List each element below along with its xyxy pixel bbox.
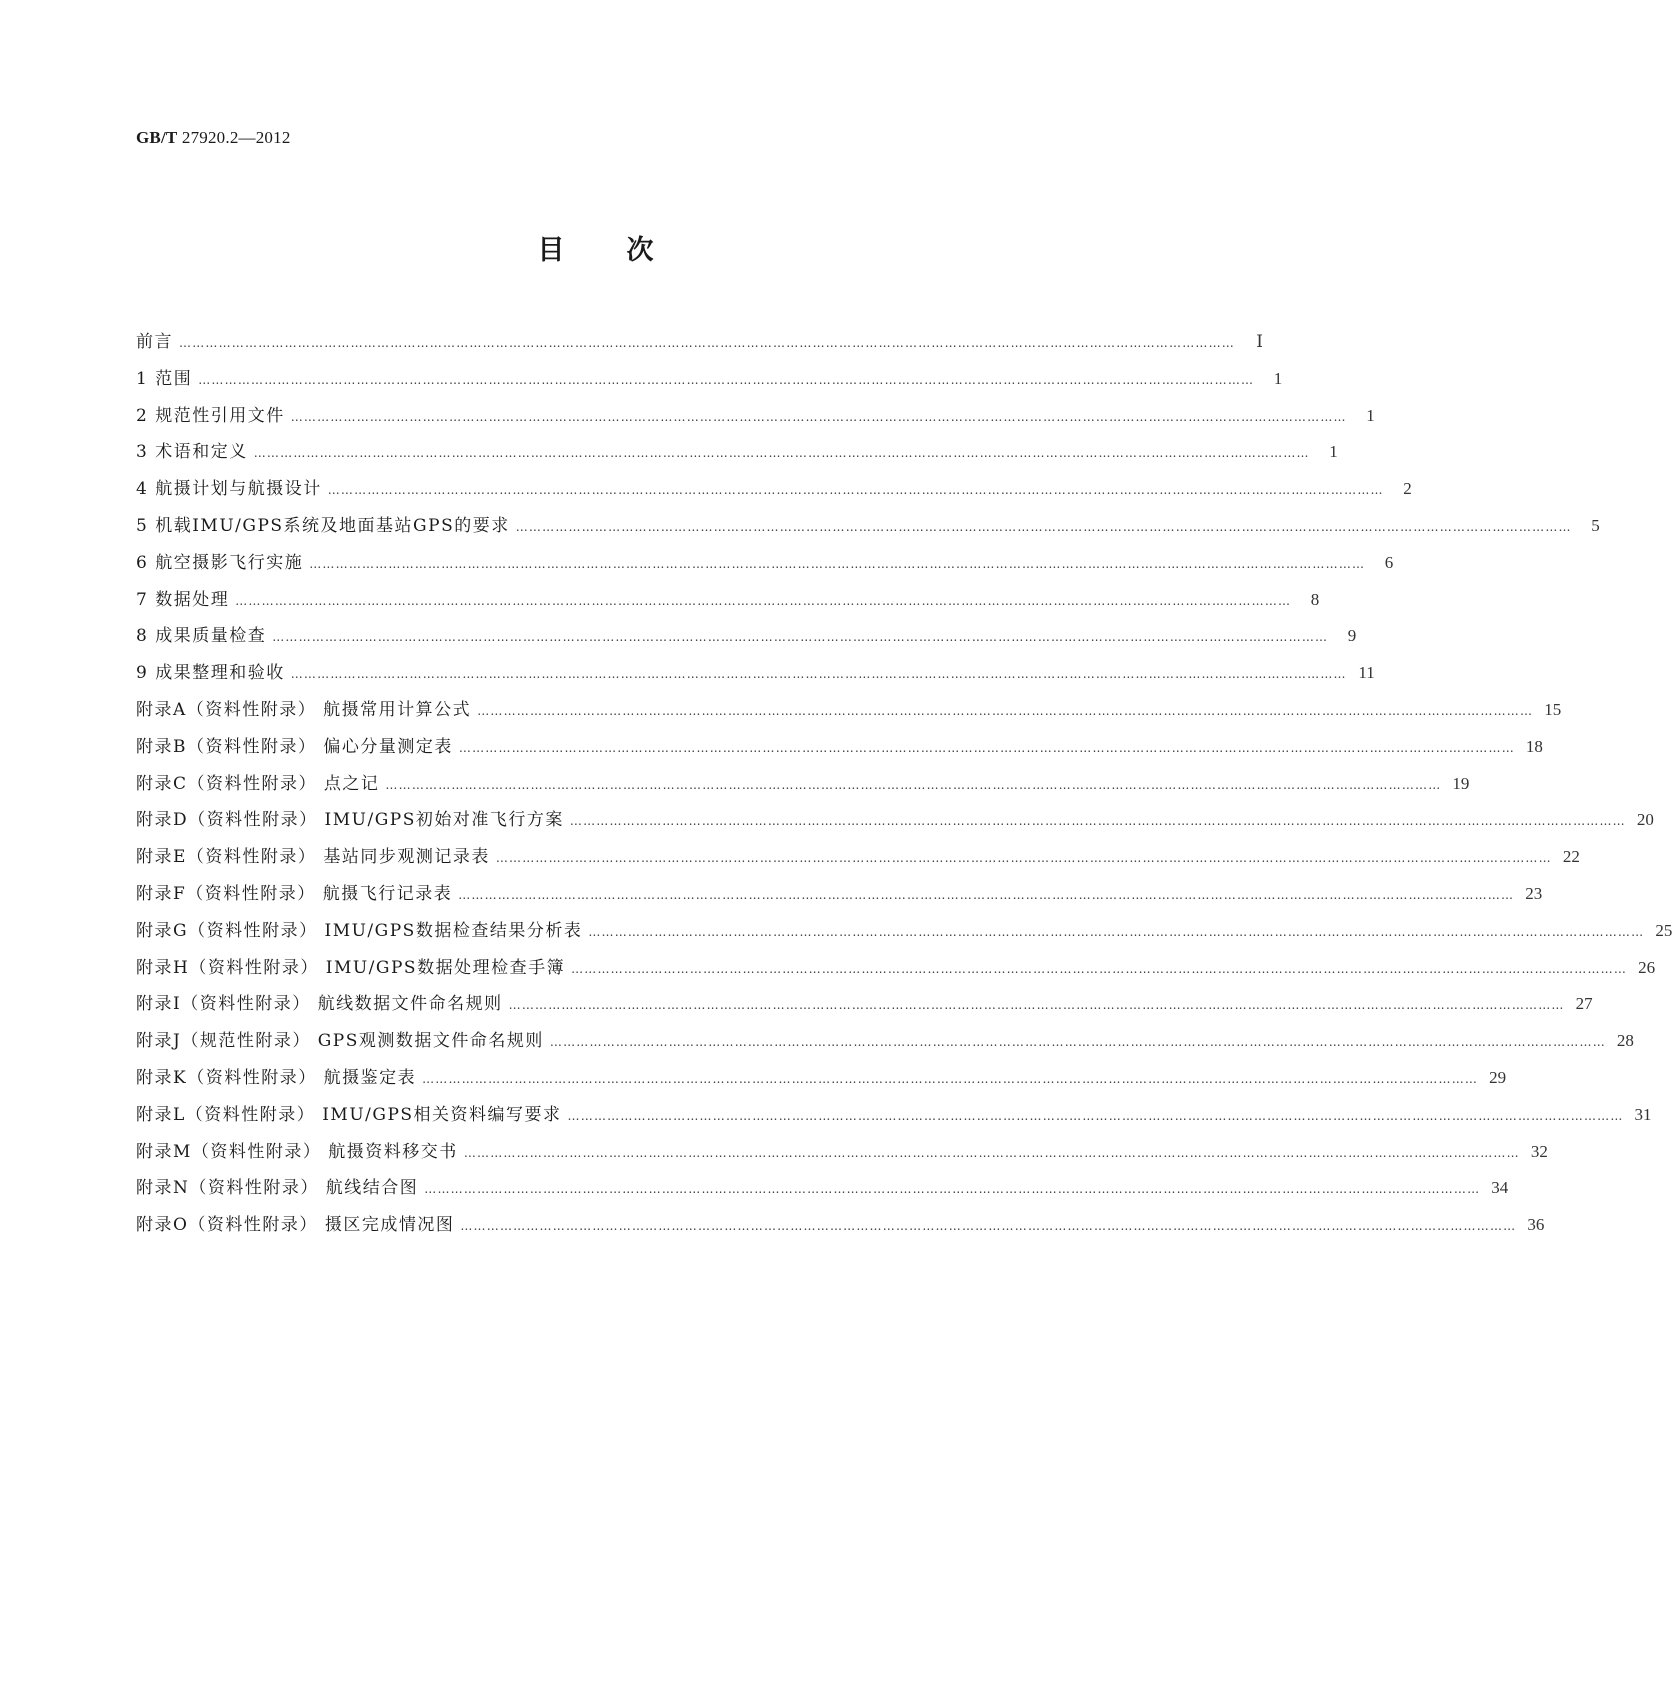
toc-entry-label: 附录O（资料性附录） 摄区完成情况图	[136, 1215, 455, 1236]
toc-entry-label: 附录N（资料性附录） 航线结合图	[136, 1178, 419, 1199]
toc-entry-page: 19	[1452, 773, 1470, 793]
toc-leader-dots: ……………………………………………………………………………………………………………………………………………………………………………………………………………………	[458, 887, 1515, 902]
toc-entry-page: 1	[1329, 442, 1338, 462]
toc-entry-page: Ⅰ	[1256, 332, 1263, 351]
toc-entry[interactable]	[136, 585, 1320, 622]
toc-leader-dots: ……………………………………………………………………………………………………………………………………………………………………………………………………………………	[460, 1219, 1517, 1234]
toc-entry[interactable]	[136, 1026, 1634, 1063]
toc-leader-dots: ……………………………………………………………………………………………………………………………………………………………………………………………………………………	[549, 1035, 1606, 1050]
toc-leader-dots: ……………………………………………………………………………………………………………………………………………………………………………………………………………………	[515, 519, 1572, 534]
toc-leader-dots: ……………………………………………………………………………………………………………………………………………………………………………………………………………………	[422, 1071, 1479, 1086]
toc-entry-label: 8 成果质量检查	[136, 626, 267, 647]
toc-entry-page: 15	[1544, 699, 1562, 719]
toc-entry[interactable]	[136, 989, 1593, 1026]
toc-entry-label: 1 范围	[136, 368, 193, 389]
toc-entry-label: 6 航空摄影飞行实施	[136, 552, 304, 573]
standard-code	[136, 128, 291, 148]
toc-entry-label: 附录E（资料性附录） 基站同步观测记录表	[136, 847, 490, 868]
toc-leader-dots: ……………………………………………………………………………………………………………………………………………………………………………………………………………………	[588, 924, 1645, 939]
toc-entry-label: 7 数据处理	[136, 589, 230, 610]
toc-entry-label: 附录K（资料性附录） 航摄鉴定表	[136, 1067, 417, 1088]
toc-entry[interactable]	[136, 1137, 1548, 1174]
toc-entry[interactable]	[136, 805, 1654, 842]
toc-entry[interactable]	[136, 658, 1375, 695]
toc-entry-page: 9	[1347, 626, 1357, 646]
toc-leader-dots: ……………………………………………………………………………………………………………………………………………………………………………………………………………………	[309, 556, 1366, 571]
toc-leader-dots: ……………………………………………………………………………………………………………………………………………………………………………………………………………………	[458, 740, 1515, 755]
toc-entry-label: 前言	[136, 332, 173, 352]
toc-entry-page: 32	[1530, 1141, 1548, 1161]
toc-leader-dots: ……………………………………………………………………………………………………………………………………………………………………………………………………………………	[290, 667, 1347, 682]
toc-leader-dots: ……………………………………………………………………………………………………………………………………………………………………………………………………………………	[508, 998, 1565, 1013]
toc-leader-dots: ……………………………………………………………………………………………………………………………………………………………………………………………………………………	[179, 336, 1235, 350]
table-of-contents	[136, 327, 1672, 1247]
toc-entry[interactable]	[136, 1173, 1509, 1210]
toc-entry-page: 22	[1562, 847, 1580, 867]
toc-entry-page: 8	[1310, 589, 1320, 609]
toc-entry-page: 2	[1403, 479, 1412, 499]
toc-leader-dots: ……………………………………………………………………………………………………………………………………………………………………………………………………………………	[463, 1145, 1520, 1160]
toc-entry[interactable]	[136, 879, 1543, 916]
toc-leader-dots: ……………………………………………………………………………………………………………………………………………………………………………………………………………………	[198, 372, 1255, 387]
toc-entry-label: 附录F（资料性附录） 航摄飞行记录表	[136, 883, 453, 904]
standard-code-prefix: GB/T	[136, 128, 178, 147]
toc-entry[interactable]	[136, 548, 1394, 585]
toc-entry-label: 4 航摄计划与航摄设计	[136, 479, 322, 500]
toc-entry-label: 9 成果整理和验收	[136, 663, 285, 684]
toc-entry-label: 附录C（资料性附录） 点之记	[136, 773, 380, 794]
toc-leader-dots: ……………………………………………………………………………………………………………………………………………………………………………………………………………………	[569, 814, 1626, 829]
toc-entry[interactable]	[136, 474, 1412, 511]
toc-leader-dots: ……………………………………………………………………………………………………………………………………………………………………………………………………………………	[253, 446, 1310, 461]
toc-leader-dots: ……………………………………………………………………………………………………………………………………………………………………………………………………………………	[495, 851, 1552, 866]
toc-entry[interactable]	[136, 1100, 1652, 1137]
toc-entry[interactable]	[136, 621, 1357, 658]
toc-leader-dots: ……………………………………………………………………………………………………………………………………………………………………………………………………………………	[571, 961, 1628, 976]
toc-entry-label: 附录A（资料性附录） 航摄常用计算公式	[136, 699, 472, 720]
toc-entry[interactable]	[136, 769, 1470, 806]
toc-entry-page: 27	[1575, 994, 1593, 1014]
toc-entry-page: 36	[1527, 1215, 1545, 1235]
toc-entry-label: 附录M（资料性附录） 航摄资料移交书	[136, 1141, 458, 1162]
toc-title: 目次	[537, 235, 716, 266]
toc-leader-dots: ……………………………………………………………………………………………………………………………………………………………………………………………………………………	[290, 409, 1347, 424]
toc-entry-label: 5 机载IMU/GPS系统及地面基站GPS的要求	[136, 515, 510, 536]
toc-entry-page: 34	[1491, 1178, 1509, 1198]
toc-entry-label: 附录G（资料性附录） IMU/GPS数据检查结果分析表	[136, 920, 583, 941]
toc-leader-dots: ……………………………………………………………………………………………………………………………………………………………………………………………………………………	[385, 777, 1442, 792]
toc-leader-dots: ……………………………………………………………………………………………………………………………………………………………………………………………………………………	[424, 1182, 1481, 1197]
toc-entry[interactable]	[136, 842, 1580, 879]
toc-leader-dots: ……………………………………………………………………………………………………………………………………………………………………………………………………………………	[477, 703, 1534, 718]
toc-entry-label: 2 规范性引用文件	[136, 405, 285, 426]
toc-entry[interactable]	[136, 327, 1263, 364]
toc-entry-label: 附录J（规范性附录） GPS观测数据文件命名规则	[136, 1031, 544, 1052]
toc-leader-dots: ……………………………………………………………………………………………………………………………………………………………………………………………………………………	[272, 630, 1329, 645]
toc-entry-label: 附录L（资料性附录） IMU/GPS相关资料编写要求	[136, 1104, 562, 1125]
toc-leader-dots: ……………………………………………………………………………………………………………………………………………………………………………………………………………………	[235, 593, 1292, 608]
toc-entry[interactable]	[136, 953, 1656, 990]
toc-entry[interactable]	[136, 1210, 1545, 1247]
toc-entry[interactable]	[136, 364, 1283, 401]
toc-entry-label: 附录B（资料性附录） 偏心分量测定表	[136, 736, 453, 757]
toc-entry-page: 26	[1638, 957, 1656, 977]
toc-entry-page: 31	[1634, 1104, 1652, 1124]
toc-entry-label: 3 术语和定义	[136, 442, 248, 463]
toc-entry[interactable]	[136, 916, 1672, 953]
toc-entry-page: 11	[1358, 663, 1375, 683]
toc-entry-page: 28	[1616, 1031, 1634, 1051]
toc-entry[interactable]	[136, 695, 1562, 732]
toc-entry[interactable]	[136, 401, 1375, 438]
toc-entry[interactable]	[136, 437, 1338, 474]
toc-entry-page: 1	[1366, 405, 1375, 425]
standard-code-number: 27920.2—2012	[177, 128, 291, 147]
toc-entry-page: 25	[1655, 920, 1672, 940]
toc-entry-page: 20	[1636, 810, 1654, 830]
toc-entry-label: 附录H（资料性附录） IMU/GPS数据处理检查手簿	[136, 957, 566, 978]
toc-leader-dots: ……………………………………………………………………………………………………………………………………………………………………………………………………………………	[327, 483, 1384, 498]
toc-entry-label: 附录D（资料性附录） IMU/GPS初始对准飞行方案	[136, 810, 564, 831]
toc-entry-page: 23	[1525, 883, 1543, 903]
toc-entry[interactable]	[136, 511, 1600, 548]
toc-entry-label: 附录I（资料性附录） 航线数据文件命名规则	[136, 994, 503, 1015]
toc-entry-page: 6	[1384, 552, 1394, 572]
toc-entry[interactable]	[136, 1063, 1507, 1100]
toc-leader-dots: ……………………………………………………………………………………………………………………………………………………………………………………………………………………	[567, 1108, 1624, 1123]
toc-entry[interactable]	[136, 732, 1543, 769]
toc-entry-page: 29	[1489, 1067, 1507, 1087]
toc-entry-page: 5	[1591, 515, 1600, 535]
toc-entry-page: 18	[1525, 736, 1543, 756]
toc-entry-page: 1	[1273, 368, 1283, 388]
